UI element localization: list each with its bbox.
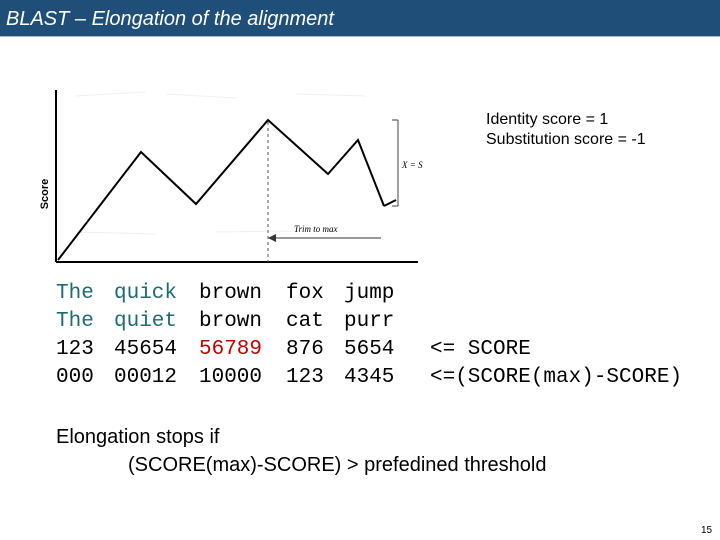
score-line-tail	[384, 200, 396, 206]
alignment-row-1	[56, 282, 395, 308]
alignment-cell: quiet	[114, 310, 178, 333]
alignment-cell: 876	[286, 338, 324, 361]
alignment-cell: 10000	[199, 366, 263, 389]
alignment-row-3	[56, 338, 395, 364]
alignment-cell: 56789	[199, 338, 263, 361]
substitution-score-text: Substitution score = -1	[486, 131, 646, 148]
alignment-cell: fox	[286, 282, 324, 305]
alignment-cell: 5654	[344, 338, 395, 361]
alignment-cell: 123	[286, 366, 324, 389]
alignment-row-2	[56, 310, 395, 336]
score-plot-figure	[36, 82, 423, 272]
annotation-trim-to-max: Trim to max	[294, 224, 338, 234]
alignment-cell: 123	[56, 338, 94, 361]
elongation-text-line2: (SCORE(max)-SCORE) > prefedined threshold	[128, 454, 547, 476]
max-minus-score-comment: <=(SCORE(max)-SCORE)	[430, 366, 683, 389]
alignment-cell: 00012	[114, 366, 178, 389]
alignment-cell: 000	[56, 366, 94, 389]
alignment-cell: The	[56, 310, 94, 333]
trim-arrow-head	[268, 234, 276, 242]
annotation-x-equals-s: X = S	[402, 160, 423, 170]
alignment-cell: jump	[344, 282, 395, 305]
scores-note	[486, 110, 646, 150]
alignment-cell: 4345	[344, 366, 395, 389]
y-axis-label: Score	[39, 178, 51, 210]
alignment-row-4	[56, 366, 395, 392]
alignment-cell: brown	[199, 282, 263, 305]
alignment-cell: The	[56, 282, 94, 305]
score-comment: <= SCORE	[430, 338, 531, 361]
alignment-cell: cat	[286, 310, 324, 333]
alignment-cell: 45654	[114, 338, 178, 361]
page-number: 15	[701, 525, 713, 536]
alignment-cell: quick	[114, 282, 178, 305]
elongation-text-line1: Elongation stops if	[56, 426, 220, 448]
alignment-cell: purr	[344, 310, 395, 333]
alignment-cell: brown	[199, 310, 263, 333]
slide-title: BLAST – Elongation of the alignment	[6, 8, 334, 30]
identity-score-text: Identity score = 1	[486, 111, 609, 128]
title-bar	[0, 0, 720, 37]
score-line	[58, 120, 384, 260]
